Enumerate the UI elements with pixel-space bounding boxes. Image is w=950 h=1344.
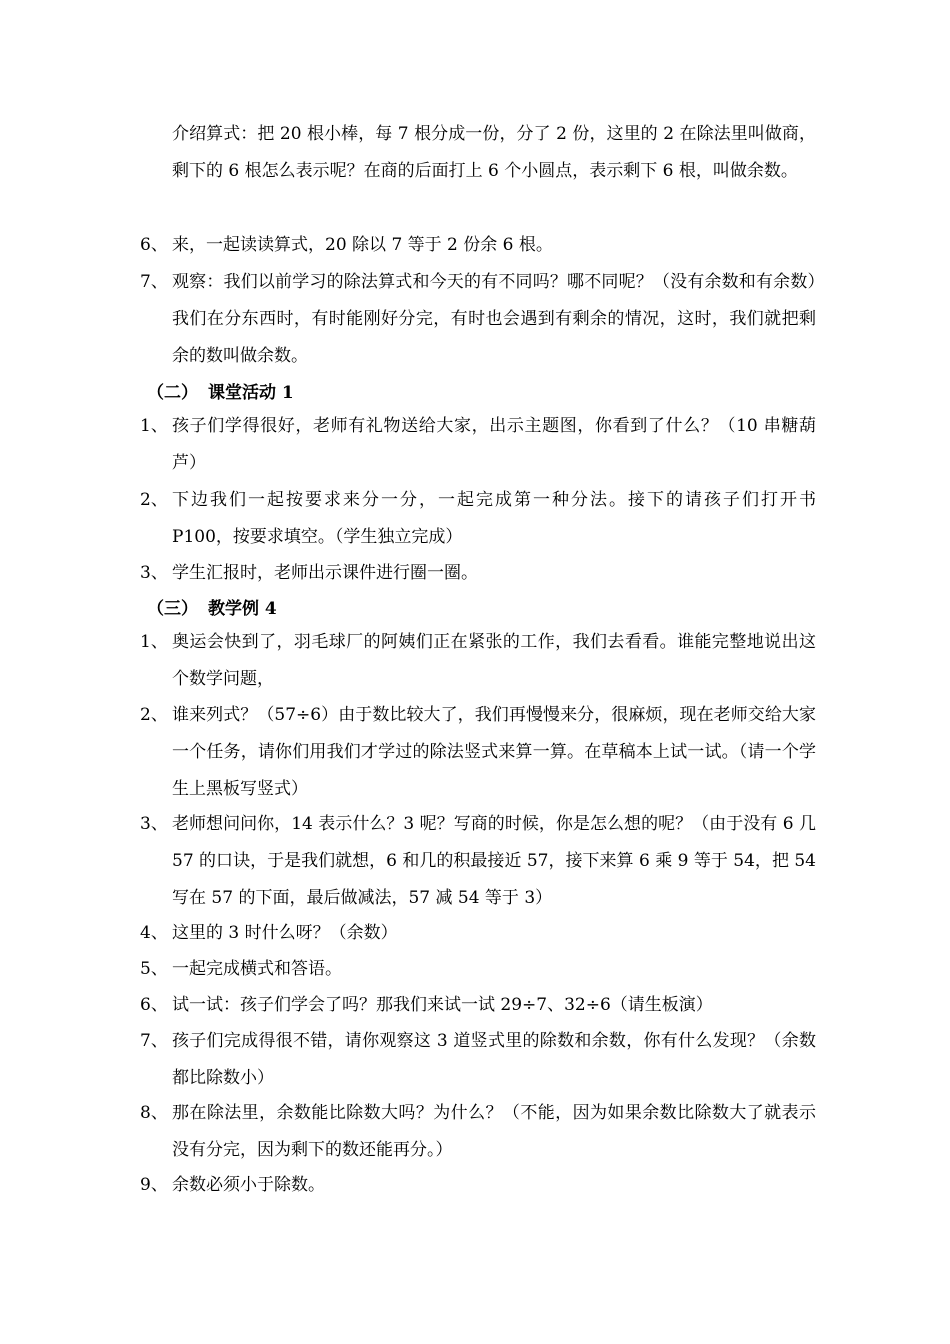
list-number: 8、 xyxy=(140,1103,168,1123)
list-text: 试一试：孩子们学会了吗？那我们来试一试 29÷7、32÷6（请生板演） xyxy=(172,995,713,1015)
list-item xyxy=(140,697,816,808)
section-number: （二） xyxy=(147,383,198,403)
list-text: 这里的 3 时什么呀？（余数） xyxy=(172,923,398,943)
list-number: 3、 xyxy=(140,814,168,834)
section-number: （三） xyxy=(147,599,198,619)
list-text: 孩子们完成得很不错，请你观察这 3 道竖式里的除数和余数，你有什么发现？（余数都比除数小） xyxy=(172,1031,816,1088)
list-text: 学生汇报时，老师出示课件进行圈一圈。 xyxy=(172,563,478,583)
list-text: 那在除法里，余数能比除数大吗？为什么？（不能，因为如果余数比除数大了就表示没有分完，因为剩下的数还能再分。） xyxy=(172,1103,816,1160)
list-number: 6、 xyxy=(140,995,168,1015)
list-number: 5、 xyxy=(140,959,168,979)
intro-paragraph xyxy=(140,116,816,190)
list-item xyxy=(140,806,816,917)
list-item xyxy=(140,482,816,556)
list-number: 6、 xyxy=(140,235,168,255)
list-number: 7、 xyxy=(140,272,168,292)
list-text: 奥运会快到了，羽毛球厂的阿姨们正在紧张的工作，我们去看看。谁能完整地说出这个数学问题， xyxy=(172,632,816,689)
list-text: 老师想问问你，14 表示什么？3 呢？写商的时候，你是怎么想的呢？（由于没有 6 几 57 的口诀，于是我们就想，6 和几的积最接近 57，接下来算 6 乘 9 等于 54，把 54 写在 57 的下面，最后做减法，57 减 54 等于 3） xyxy=(172,814,816,908)
list-text: 观察：我们以前学习的除法算式和今天的有不同吗？哪不同呢？（没有余数和有余数）我们在分东西时，有时能刚好分完，有时也会遇到有剩余的情况，这时，我们就把剩余的数叫做余数。 xyxy=(172,272,816,366)
list-text: 余数必须小于除数。 xyxy=(172,1175,325,1195)
list-number: 1、 xyxy=(140,416,168,436)
section-heading xyxy=(147,591,277,628)
list-item xyxy=(140,951,816,988)
list-item xyxy=(140,1095,816,1169)
list-number: 2、 xyxy=(140,490,168,510)
section-heading xyxy=(147,375,294,412)
list-number: 7、 xyxy=(140,1031,168,1051)
list-number: 9、 xyxy=(140,1175,168,1195)
list-number: 2、 xyxy=(140,705,168,725)
list-item xyxy=(140,915,816,952)
list-text: 来，一起读读算式，20 除以 7 等于 2 份余 6 根。 xyxy=(172,235,553,255)
list-item xyxy=(140,624,816,698)
section-title: 课堂活动 1 xyxy=(208,383,294,403)
list-number: 3、 xyxy=(140,563,168,583)
list-text: 下边我们一起按要求来分一分，一起完成第一种分法。接下的请孩子们打开书 P100，按要求填空。（学生独立完成） xyxy=(172,490,816,547)
list-text: 一起完成横式和答语。 xyxy=(172,959,342,979)
list-number: 4、 xyxy=(140,923,168,943)
list-item xyxy=(140,987,816,1024)
list-text: 谁来列式？（57÷6）由于数比较大了，我们再慢慢来分，很麻烦，现在老师交给大家一个任务，请你们用我们才学过的除法竖式来算一算。在草稿本上试一试。（请一个学生上黑板写竖式） xyxy=(172,705,816,799)
list-item xyxy=(140,264,816,375)
list-item xyxy=(140,555,816,592)
list-item xyxy=(140,1023,816,1097)
section-title: 教学例 4 xyxy=(208,599,277,619)
list-number: 1、 xyxy=(140,632,168,652)
intro-text: 介绍算式：把 20 根小棒，每 7 根分成一份，分了 2 份，这里的 2 在除法里叫做商，剩下的 6 根怎么表示呢？在商的后面打上 6 个小圆点，表示剩下 6 根，叫做余数。 xyxy=(172,124,816,181)
list-item xyxy=(140,227,816,264)
list-item xyxy=(140,1167,816,1204)
list-item xyxy=(140,408,816,482)
list-text: 孩子们学得很好，老师有礼物送给大家，出示主题图，你看到了什么？（10 串糖葫芦） xyxy=(172,416,816,473)
